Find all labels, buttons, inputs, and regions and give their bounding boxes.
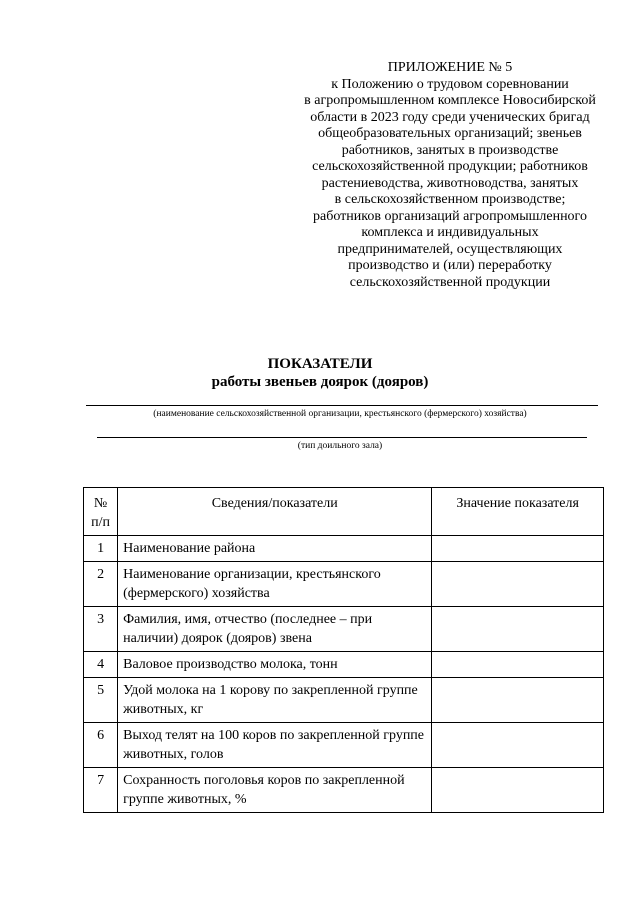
appendix-line: производство и (или) переработку <box>348 258 552 273</box>
document-title: ПОКАЗАТЕЛИ <box>267 356 373 372</box>
header-number: № п/п <box>84 488 118 536</box>
appendix-line: комплекса и индивидуальных <box>361 225 539 240</box>
row-number: 6 <box>84 723 118 768</box>
header-value: Значение показателя <box>432 488 604 536</box>
row-info: Сохранность поголовья коров по закрепленной группе животных, % <box>118 768 432 813</box>
row-info: Валовое производство молока, тонн <box>118 652 432 678</box>
table-row <box>84 768 604 813</box>
appendix-line: общеобразовательных организаций; звеньев <box>318 126 582 141</box>
row-value-cell[interactable] <box>432 678 604 723</box>
row-info: Наименование организации, крестьянского (фермерского) хозяйства <box>118 562 432 607</box>
appendix-header <box>285 60 615 291</box>
row-value-cell[interactable] <box>432 652 604 678</box>
organization-caption: (наименование сельскохозяйственной организации, крестьянского (фермерского) хозяйства) <box>153 409 527 419</box>
hall-type-fill-line <box>97 437 587 438</box>
row-number: 4 <box>84 652 118 678</box>
row-number: 2 <box>84 562 118 607</box>
table-row <box>84 562 604 607</box>
row-number: 7 <box>84 768 118 813</box>
table-row <box>84 652 604 678</box>
hall-type-caption: (тип доильного зала) <box>297 441 383 451</box>
table-row <box>84 723 604 768</box>
appendix-title: ПРИЛОЖЕНИЕ № 5 <box>387 60 513 75</box>
table-row <box>84 678 604 723</box>
row-value-cell[interactable] <box>432 536 604 562</box>
table-row <box>84 607 604 652</box>
appendix-line: в сельскохозяйственном производстве; <box>334 192 566 207</box>
appendix-line: к Положению о трудовом соревновании <box>331 76 569 92</box>
row-value-cell[interactable] <box>432 607 604 652</box>
indicators-table <box>83 487 604 813</box>
table-header-row <box>84 488 604 536</box>
row-value-cell[interactable] <box>432 723 604 768</box>
organization-fill-line <box>86 405 598 406</box>
appendix-line: предпринимателей, осуществляющих <box>337 241 563 257</box>
appendix-line: работников организаций агропромышленного <box>313 208 587 224</box>
document-subtitle: работы звеньев доярок (дояров) <box>211 374 429 390</box>
appendix-line: растениеводства, животноводства, занятых <box>321 175 579 191</box>
row-info: Удой молока на 1 корову по закрепленной группе животных, кг <box>118 678 432 723</box>
appendix-line: работников, занятых в производстве <box>341 142 559 158</box>
row-value-cell[interactable] <box>432 768 604 813</box>
table-row <box>84 536 604 562</box>
appendix-line: сельскохозяйственной продукции <box>349 274 551 290</box>
row-value-cell[interactable] <box>432 562 604 607</box>
appendix-line: области в 2023 году среди ученических бригад <box>310 109 590 125</box>
appendix-line: сельскохозяйственной продукции; работников <box>312 159 588 174</box>
row-info: Фамилия, имя, отчество (последнее – при наличии) доярок (дояров) звена <box>118 607 432 652</box>
appendix-line: в агропромышленном комплексе Новосибирской <box>304 93 596 108</box>
row-number: 1 <box>84 536 118 562</box>
row-info: Наименование района <box>118 536 432 562</box>
row-number: 3 <box>84 607 118 652</box>
header-info: Сведения/показатели <box>118 488 432 536</box>
row-info: Выход телят на 100 коров по закрепленной группе животных, голов <box>118 723 432 768</box>
row-number: 5 <box>84 678 118 723</box>
